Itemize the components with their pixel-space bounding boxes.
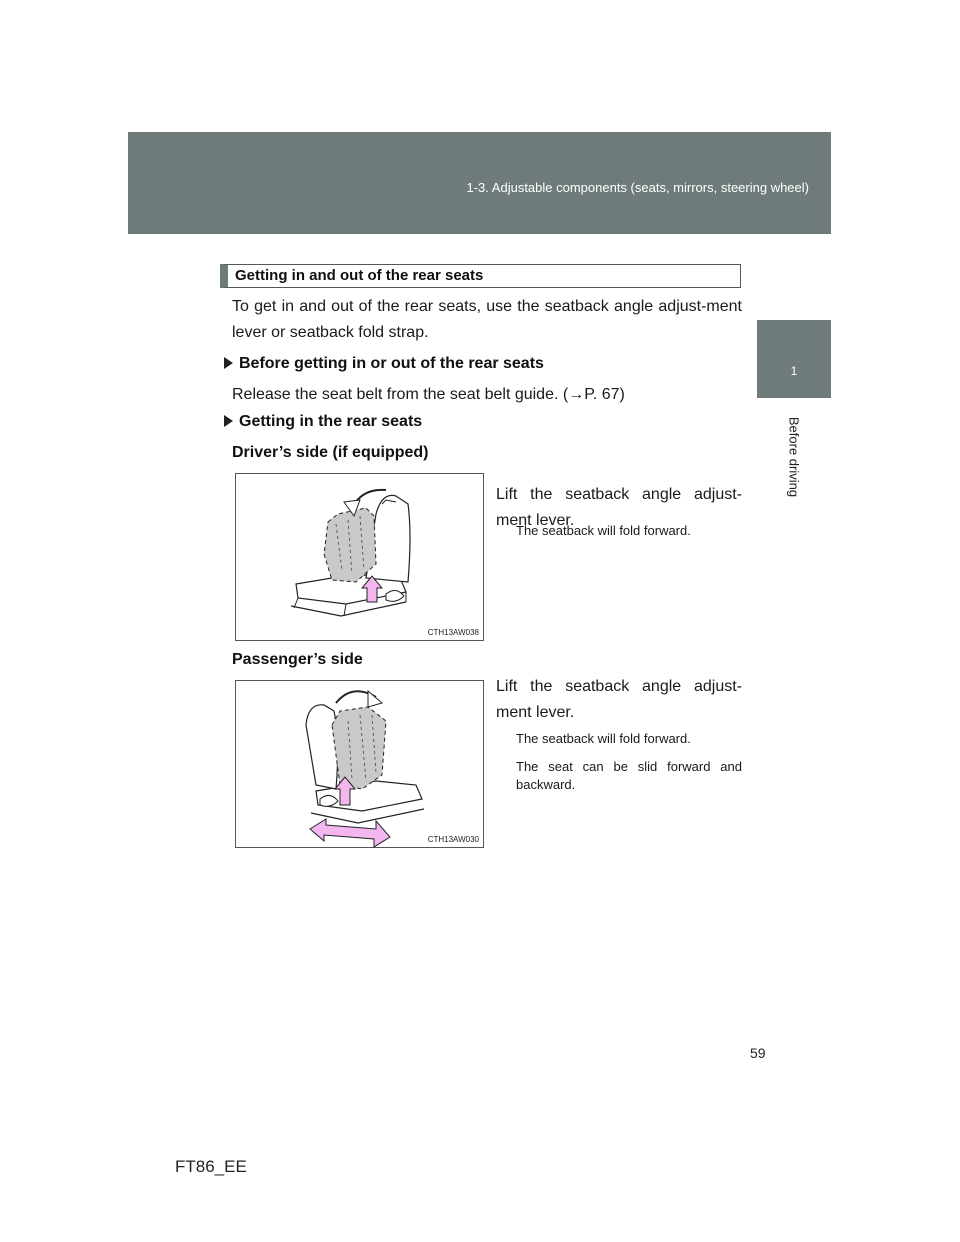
passengers-seat-illustration [236, 681, 485, 849]
drivers-step-text: Lift the seatback angle adjust-ment lever. [496, 486, 742, 529]
triangle-bullet-icon [224, 415, 233, 427]
bullet-heading-2-text: Getting in the rear seats [239, 413, 423, 430]
figure-code-2: CTH13AW030 [427, 835, 479, 844]
figure-code-1: CTH13AW038 [427, 628, 479, 637]
chapter-tab [757, 320, 831, 398]
drivers-seat-illustration [236, 474, 485, 642]
drivers-side-heading: Driver’s side (if equipped) [232, 444, 429, 461]
section-title: Getting in and out of the rear seats [235, 267, 484, 284]
chapter-label-text: Before driving [786, 416, 802, 498]
page-number: 59 [750, 1045, 766, 1061]
drivers-note-text: The seatback will fold forward. [516, 523, 691, 538]
document-code: FT86_EE [175, 1157, 247, 1176]
header-band [128, 132, 831, 234]
passengers-note-1: The seatback will fold forward. [516, 731, 691, 746]
passengers-side-heading: Passenger’s side [232, 651, 363, 668]
bullet-heading-1 [224, 355, 544, 373]
drivers-seat-figure [235, 473, 484, 641]
chapter-number: 1 [790, 364, 798, 378]
triangle-bullet-icon [224, 357, 233, 369]
bullet-heading-2 [224, 413, 422, 431]
chapter-label [786, 412, 802, 502]
bullet-1-text: Release the seat belt from the seat belt guide. (→P. 67) [232, 386, 625, 403]
passengers-seat-figure [235, 680, 484, 848]
bullet-heading-1-text: Before getting in or out of the rear seats [239, 355, 544, 372]
passengers-note-2: The seat can be slid forward and backward. [516, 759, 742, 792]
passengers-step-text: Lift the seatback angle adjust-ment lever. [496, 678, 742, 721]
intro-paragraph: To get in and out of the rear seats, use the seatback angle adjust-ment lever or seatback fold strap. [232, 298, 742, 341]
header-section-title: 1-3. Adjustable components (seats, mirrors, steering wheel) [466, 180, 809, 195]
section-heading-box [220, 264, 741, 288]
